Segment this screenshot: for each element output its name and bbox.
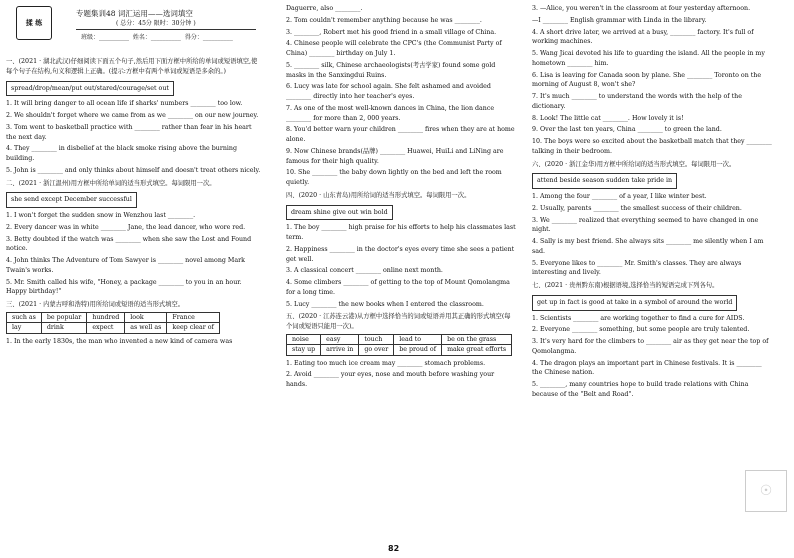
exercise-item: 7. As one of the most well-known dances in China, the lion dance ________ for more than 2, 000 years. xyxy=(286,104,495,122)
exercise-item: 3. —Alice, you weren't in the classroom at four yesterday afternoon. xyxy=(532,5,751,12)
section-instruction: 七、(2021 · 贵州黔东南)根据语境,选择恰当的短语完成下列各句。 xyxy=(532,282,719,289)
word-bank-cell: lead to xyxy=(394,334,442,344)
exercise-item: 2. Usually, parents ________ the smallest success of their children. xyxy=(532,204,742,212)
exercise-item: 5. Mr. Smith called his wife, "Honey, a package ________ to you in an hour. Happy birthday!" xyxy=(6,278,242,296)
word-bank-box: attend beside season sudden take pride in xyxy=(532,173,677,189)
section-instruction: 二、(2021 · 浙江温州)用方框中所给单词的适当形式填空。每词限用一次。 xyxy=(6,179,216,187)
word-bank-cell: as well as xyxy=(125,323,167,333)
exercise-item: 4. A short drive later, we arrived at a busy, ________ factory. It's full of working machines. xyxy=(532,28,754,46)
page-number: 82 xyxy=(388,544,400,553)
word-bank-cell: touch xyxy=(359,334,394,344)
exercise-item: 3. It's very hard for the climbers to ________ air as they get near the top of Qomolangma. xyxy=(532,338,769,355)
word-bank-box: she send except December successful xyxy=(6,192,137,208)
exercise-item: 2. Happiness ________ in the doctor's eyes every time she sees a patient get well. xyxy=(286,245,515,263)
exercise-item: 5. ________ silk, Chinese archaeologists(考古学家) found some gold masks in the Sanxingdui Ruins. xyxy=(286,61,496,79)
word-bank-cell: be on the grass xyxy=(442,334,512,344)
word-bank-box: spread/drop/mean/put out/stared/courage/set out xyxy=(6,81,174,97)
exercise-item: 5. ________, many countries hope to build trade relations with China because of the "Belt and Road". xyxy=(532,381,749,398)
exercise-item: 1. Eating too much ice cream may ________ stomach problems. xyxy=(286,359,486,367)
exercise-item: 1. I won't forget the sudden snow in Wenzhou last ________. xyxy=(6,212,196,219)
exercise-item: 8. Look! The little cat ________. How lovely it is! xyxy=(532,114,684,122)
exercise-item: 1. In the early 1830s, the man who invented a new kind of camera was xyxy=(6,337,233,345)
section-instruction: 三、(2021 · 内蒙古呼和浩特)用所给词或短语的适当形式填空。 xyxy=(6,301,185,308)
exercise-item: 4. John thinks The Adventure of Tom Sawyer is ________ novel among Mark Twain's works. xyxy=(6,257,245,274)
exercise-item: 2. We shouldn't forget where we came from as we ________ on our new journey. xyxy=(6,112,259,119)
column-right xyxy=(532,4,772,402)
page-title: 专题集训48 词汇运用——选词填空 xyxy=(76,9,193,18)
word-bank-cell: keep clear of xyxy=(167,323,219,333)
word-bank-cell: such as xyxy=(7,312,42,322)
word-bank-cell: be popular xyxy=(41,312,86,322)
exercise-item: 2. Avoid ________ your eyes, nose and mouth before washing your hands. xyxy=(286,371,495,389)
divider xyxy=(76,29,256,30)
exercise-item: 7. It's much ________ to understand the words with the help of the dictionary. xyxy=(532,93,742,110)
exercise-item: 9. Now Chinese brands(品牌) ________ Huawei, HuiLi and LiNing are famous for their high quality. xyxy=(286,147,504,165)
exercise-item: 4. They ________ in disbelief at the black smoke rising above the burning building. xyxy=(6,145,237,162)
exercise-item: 1. The boy ________ high praise for his efforts to help his classmates last term. xyxy=(286,224,516,241)
exercise-item: 3. We ________ realized that everything seemed to have changed in one night. xyxy=(532,216,759,234)
word-bank-grid xyxy=(286,334,512,356)
exercise-item: 4. Chinese people will celebrate the CPC's (the Communist Party of China) ________ birthday on July 1. xyxy=(286,40,502,57)
exercise-item: 3. Betty doubted if the watch was ________ when she saw the Lost and Found notice. xyxy=(6,235,252,253)
column-middle xyxy=(286,4,516,392)
exercise-item: 3. Tom went to basketball practice with ________ rather than fear in his heart the next day. xyxy=(6,123,252,141)
word-bank-cell: be proud of xyxy=(394,345,442,355)
exercise-item: 5. Everyone likes to ________ Mr. Smith's classes. They are always interesting and lively. xyxy=(532,259,742,277)
section-instruction: 五、(2020 · 江苏连云港)从方框中选择恰当的词或短语并用其正确的形式填空(每个词或短语只能用一次)。 xyxy=(286,313,511,330)
exercise-item: 8. You'd better warn your children ________ fires when they are at home alone. xyxy=(286,126,515,143)
exercise-item: 6. Lisa is leaving for Canada soon by plane. She ________ Toronto on the morning of August 8, won't she? xyxy=(532,71,762,89)
exercise-item: 10. The boys were so excited about the basketball match that they ________ talking in their bedroom. xyxy=(532,138,772,155)
section-instruction: 一、(2021 · 湖北武汉)仔细阅读下面五个句子,然后用下面方框中所给的单词或短语填空,使每个句子在结构,句义和逻辑上正确。(提示:方框中有两个单词或短语是多余的。) xyxy=(6,58,258,75)
exercise-item: 1. It will bring danger to all ocean life if sharks' numbers ________ too low. xyxy=(6,100,243,108)
exercise-item: Daguerre, also ________. xyxy=(286,5,363,12)
word-bank-cell: drink xyxy=(41,323,86,333)
logo: 揉 练 xyxy=(16,6,52,40)
word-bank-cell: lay xyxy=(7,323,42,333)
exercise-item: 3. A classical concert ________ online next month. xyxy=(286,267,443,275)
exercise-item: 2. Every dancer was in white ________ Jane, the lead dancer, who wore red. xyxy=(6,223,246,231)
score-time-info: ( 总分：45分 限时：30分钟 ) xyxy=(116,20,196,27)
word-bank-cell: easy xyxy=(321,334,359,344)
exercise-item: 2. Tom couldn't remember anything because he was ________. xyxy=(286,16,482,24)
word-bank-grid xyxy=(6,312,220,334)
word-bank-cell: look xyxy=(125,312,167,322)
word-bank-cell: stay up xyxy=(287,345,321,355)
exercise-item: 5. Lucy ________ the new books when I entered the classroom. xyxy=(286,300,484,308)
word-bank-cell: noise xyxy=(287,334,321,344)
exercise-item: 9. Over the last ten years, China ________ to green the land. xyxy=(532,126,722,134)
exercise-item: 1. Scientists ________ are working together to find a cure for AIDS. xyxy=(532,314,745,322)
exercise-item: 4. The dragon plays an important part in Chinese festivals. It is ________ the Chinese nation. xyxy=(532,359,762,377)
word-bank-cell: France xyxy=(167,312,219,322)
exercise-item: 3. ________, Robert met his good friend in a small village of China. xyxy=(286,28,497,36)
exercise-item: 6. Lucy was late for school again. She felt ashamed and avoided ________ directly into her teacher's eyes. xyxy=(286,83,491,100)
word-bank-box: get up in fact is good at take in a symbol of around the world xyxy=(532,295,737,311)
word-bank-cell: make great efforts xyxy=(442,345,512,355)
section-instruction: 六、(2020 · 浙江金华)用方框中所给词的适当形式填空。每词限用一次。 xyxy=(532,160,736,168)
exercise-item: 1. Among the four ________ of a year, I like winter best. xyxy=(532,193,707,200)
watermark-stamp: ☉ xyxy=(745,470,787,512)
section-instruction: 四、(2020 · 山东青岛)用所给词的适当形式填空。每词限用一次。 xyxy=(286,191,471,199)
exercise-item: 2. Everyone ________ something, but some people are truly talented. xyxy=(532,326,750,334)
exercise-item: —I ________ English grammar with Linda in the library. xyxy=(532,16,707,24)
exercise-item: 4. Sally is my best friend. She always sits ________ me silently when I am sad. xyxy=(532,238,764,255)
column-left xyxy=(6,54,262,348)
exercise-item: 4. Some climbers ________ of getting to the top of Mount Qomolangma for a long time. xyxy=(286,279,510,296)
exercise-item: 5. John is ________ and only thinks about himself and doesn't treat others nicely. xyxy=(6,166,261,174)
exercise-item: 5. Wang Jicai devoted his life to guarding the island. All the people in my hometown ________ him. xyxy=(532,50,765,67)
word-bank-cell: expect xyxy=(87,323,125,333)
word-bank-cell: go over xyxy=(359,345,394,355)
student-info-fields: 班级：__________ 姓名：__________ 得分：__________ xyxy=(81,34,233,41)
word-bank-cell: hundred xyxy=(87,312,125,322)
word-bank-box: dream shine give out win bold xyxy=(286,205,393,221)
word-bank-cell: arrive in xyxy=(321,345,359,355)
exercise-item: 10. She ________ the baby down lightly on the bed and left the room quietly. xyxy=(286,169,502,186)
